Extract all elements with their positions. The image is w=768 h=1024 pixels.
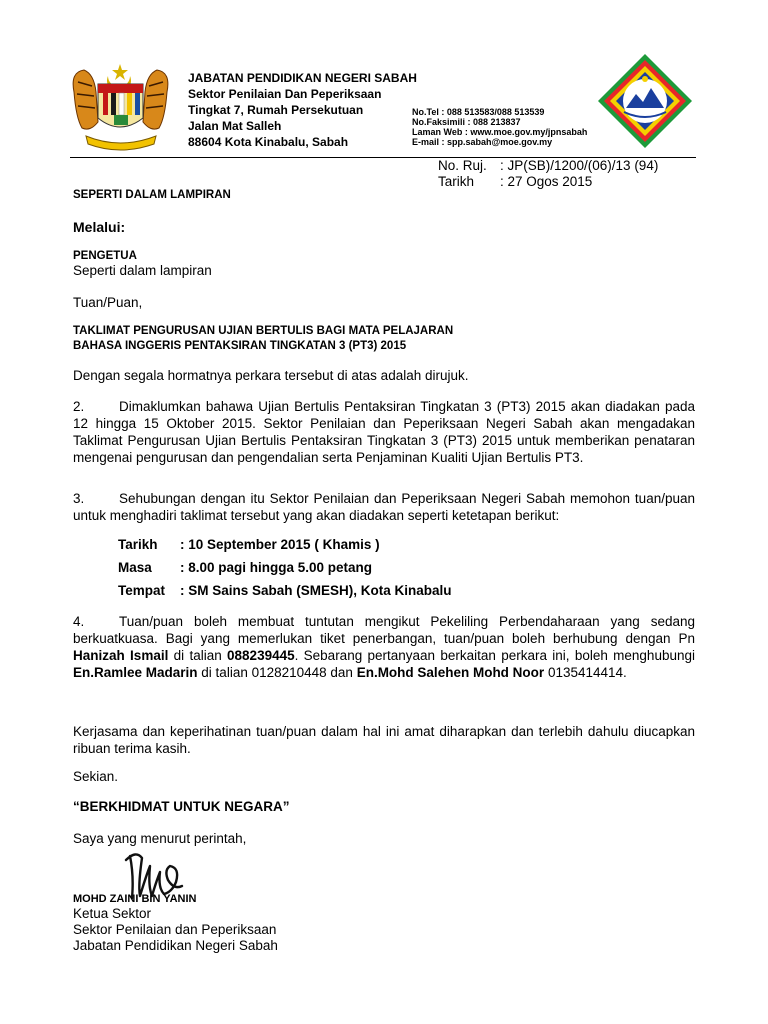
paragraph-text: Sehubungan dengan itu Sektor Penilaian dan Peperiksaan Negeri Sabah memohon tuan/puan untuk menghadiri taklimat tersebut yang akan diadakan seperti ketetapan berikut:	[73, 491, 695, 523]
recipient-to: SEPERTI DALAM LAMPIRAN	[73, 189, 231, 201]
date-row	[438, 174, 658, 190]
schedule-value: : 8.00 pagi hingga 5.00 petang	[180, 560, 373, 575]
signatory-name: MOHD ZAINI BIN YANIN	[73, 893, 197, 905]
paragraph-text: Dimaklumkan bahawa Ujian Bertulis Pentaksiran Tingkatan 3 (PT3) 2015 akan diadakan pada 12 hingga 15 Oktober 2015. Sektor Penilaian dan Peperiksaan Negeri Sabah akan mengadakan Taklimat Pengurusan Ujian Bertulis Pentaksiran Tingkatan 3 (PT3) 2015 untuk memberikan penataran mengenai pengurusan dan pengendalian serta Penjaminan Kualiti Ujian Bertulis PT3.	[73, 399, 695, 465]
via-title: PENGETUA	[73, 250, 137, 262]
schedule-row-time	[118, 560, 372, 575]
address-line-1: Tingkat 7, Rumah Persekutuan	[188, 103, 364, 117]
paragraph-text: 0135414414.	[544, 665, 627, 680]
signatory-details	[73, 906, 278, 954]
paragraph-2	[73, 398, 695, 466]
yours-faithfully: Saya yang menurut perintah,	[73, 831, 247, 846]
date-label: Tarikh	[438, 174, 475, 189]
schedule-row-date	[118, 537, 380, 552]
address-line-3: 88604 Kota Kinabalu, Sabah	[188, 135, 349, 149]
coat-of-arms-icon	[68, 62, 173, 154]
org-name: JABATAN PENDIDIKAN NEGERI SABAH	[188, 71, 417, 85]
paragraph-text: . Sebarang pertanyaan berkaitan perkara ini, boleh menghubungi	[294, 648, 695, 663]
via-label: Melalui:	[73, 219, 126, 235]
motto: “BERKHIDMAT UNTUK NEGARA”	[73, 799, 290, 814]
website: Laman Web : www.moe.gov.my/jpnsabah	[412, 127, 588, 137]
sekian: Sekian.	[73, 769, 119, 784]
signatory-unit: Sektor Penilaian dan Peperiksaan	[73, 922, 277, 937]
via-detail: Seperti dalam lampiran	[73, 263, 212, 278]
closing-paragraph: Kerjasama dan keperihatinan tuan/puan dalam hal ini amat diharapkan dan terlebih dahulu diucapkan ribuan terima kasih.	[73, 724, 695, 756]
date-value: : 27 Ogos 2015	[500, 174, 593, 189]
paragraph-text: Tuan/puan boleh membuat tuntutan mengikut Pekeliling Perbendaharaan yang sedang berkuatkuasa. Bagi yang memerlukan tiket penerbangan, tuan/puan boleh berhubung dengan Pn	[73, 614, 695, 646]
paragraph-4	[73, 613, 695, 681]
fax-number: No.Faksimili : 088 213837	[412, 117, 521, 127]
sector-name: Sektor Penilaian Dan Peperiksaan	[188, 87, 382, 101]
schedule-key: Masa	[118, 560, 152, 575]
subject-line-2: BAHASA INGGERIS PENTAKSIRAN TINGKATAN 3 (PT3) 2015	[73, 340, 407, 352]
signatory-position: Ketua Sektor	[73, 906, 152, 921]
contact-name: En.Ramlee Madarin	[73, 665, 198, 680]
letterhead-address	[188, 70, 417, 150]
schedule-value: : 10 September 2015 ( Khamis )	[180, 537, 380, 552]
department-emblem-icon	[596, 52, 694, 150]
reference-block	[438, 158, 658, 190]
contact-phone: 088239445	[227, 648, 295, 663]
reference-row	[438, 158, 658, 174]
schedule-key: Tarikh	[118, 537, 158, 552]
ref-label: No. Ruj.	[438, 158, 487, 173]
contact-name: Hanizah Ismail	[73, 648, 169, 663]
subject-line-1: TAKLIMAT PENGURUSAN UJIAN BERTULIS BAGI MATA PELAJARAN	[73, 325, 454, 337]
paragraph-number: 4.	[73, 614, 85, 629]
ref-value: : JP(SB)/1200/(06)/13 (94)	[500, 158, 659, 173]
salutation: Tuan/Puan,	[73, 295, 143, 310]
address-line-2: Jalan Mat Salleh	[188, 119, 282, 133]
contact-name: En.Mohd Salehen Mohd Noor	[356, 665, 545, 680]
paragraph-number: 2.	[73, 399, 85, 414]
tel-number: No.Tel : 088 513583/088 513539	[412, 107, 545, 117]
email: E-mail : spp.sabah@moe.gov.my	[412, 137, 553, 147]
schedule-row-venue	[118, 583, 452, 598]
paragraph-3	[73, 490, 695, 524]
opening-line: Dengan segala hormatnya perkara tersebut di atas adalah dirujuk.	[73, 368, 469, 383]
signatory-department: Jabatan Pendidikan Negeri Sabah	[73, 938, 278, 953]
subject	[73, 324, 453, 354]
schedule-value: : SM Sains Sabah (SMESH), Kota Kinabalu	[180, 583, 452, 598]
paragraph-number: 3.	[73, 491, 85, 506]
schedule-key: Tempat	[118, 583, 166, 598]
letterhead-contact	[412, 107, 587, 147]
paragraph-text: di talian	[168, 648, 228, 663]
paragraph-text: di talian 0128210448 dan	[197, 665, 357, 680]
